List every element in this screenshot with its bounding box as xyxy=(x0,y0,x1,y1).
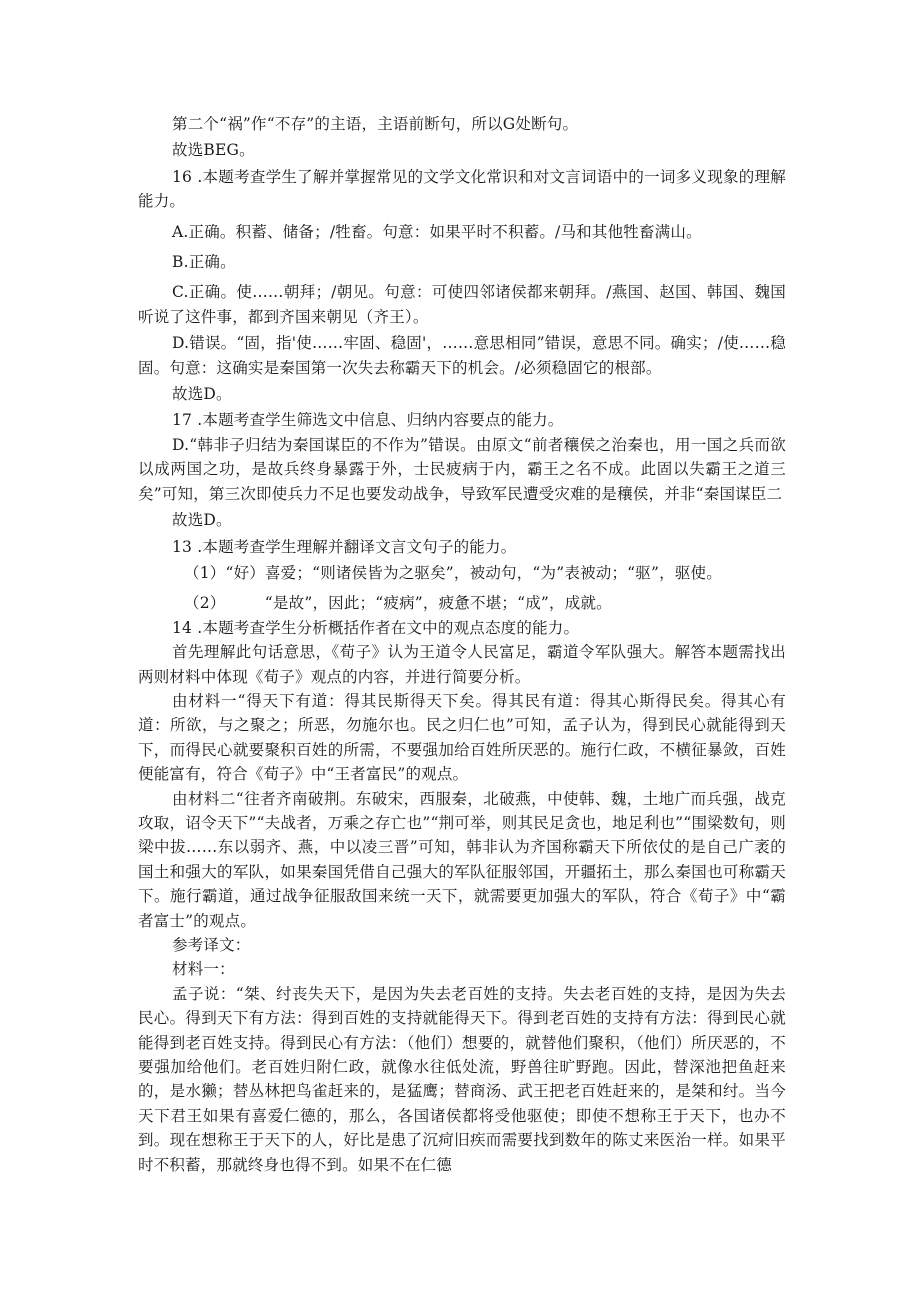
paragraph-g-break: 第二个“祸”作“不存”的主语，主语前断句，所以G处断句。 xyxy=(172,115,579,133)
question-17-analysis: D.“韩非子归结为秦国谋臣的不作为”错误。由原文“前者穰侯之治秦也，用一国之兵而欲以成两国之功，是故兵终身暴露于外，士民疲病于内，霸王之名不成。此固以失霸王之道三矣”可知，第三次即使兵力不足也要发动战争，导致军民遭受灾难的是穰侯，并非“秦国谋臣二 xyxy=(138,435,786,503)
option-d: D.错误。“固，指'使……牢固、稳固'，……意思相同”错误，意思不同。确实；/使……稳固。句意：这确实是秦国第一次失去称霸天下的机会。/必须稳固它的根部。 xyxy=(138,334,786,377)
question-17-heading: 17 .本题考查学生筛选文中信息、归纳内容要点的能力。 xyxy=(172,411,564,430)
option-a: A.正确。积蓄、储备；/牲畜。句意：如果平时不积蓄。/马和其他牲畜满山。 xyxy=(172,222,702,241)
document-body xyxy=(138,112,786,1177)
answer-beg: 故选BEG。 xyxy=(172,141,255,160)
material-1-analysis: 由材料一“得天下有道：得其民斯得天下矣。得其民有道：得其心斯得民矣。得其心有道：所欲，与之聚之；所恶，勿施尔也。民之归仁也”可知，孟子认为，得到民心就能得到天下，而得民心就要聚积百姓的所需，不要强加给百姓所厌恶的。施行仁政，不横征暴敛，百姓便能富有，符合《荀子》中“王者富民”的观点。 xyxy=(138,691,786,784)
answer-d-17: 故选D。 xyxy=(172,511,232,530)
material-2-analysis: 由材料二“往者齐南破荆。东破宋，西服秦，北破燕，中使韩、魏，土地广而兵强，战克攻取，诏令天下”“夫战者，万乘之存亡也”“荆可举，则其民足贪也，地足利也”“围梁数旬，则梁中拔……东以弱齐、燕，中以凌三晋”可知，韩非认为齐国称霸天下所依仗的是自己广袤的国土和强大的军队，如果秦国凭借自己强大的军队征服邻国，开疆拓土，那么秦国也可称霸天下。施行霸道，通过战争征服敌国来统一天下，就需要更加强大的军队，符合《荀子》中“霸者富士”的观点。 xyxy=(138,789,786,930)
question-14-intro: 首先理解此句话意思，《荀子》认为王道令人民富足，霸道令军队强大。解答本题需找出两则材料中体现《荀子》观点的内容，并进行简要分析。 xyxy=(138,643,786,686)
option-b: B.正确。 xyxy=(172,253,236,272)
material-1-translation: 孟子说：“桀、纣丧失天下，是因为失去老百姓的支持。失去老百姓的支持，是因为失去民心。得到天下有方法：得到百姓的支持就能得天下。得到老百姓的支持有方法：得到民心就能得到老百姓支持。得到民心有方法：（他们）想要的，就替他们聚积，（他们）所厌恶的，不要强加给他们。老百姓归附仁政，就像水往低处流，野兽往旷野跑。因此，替深池把鱼赶来的，是水獭；替丛林把鸟雀赶来的，是猛鹰；替商汤、武王把老百姓赶来的，是桀和纣。当今天下君王如果有喜爱仁德的，那么，各国诸侯都将受他驱使；即使不想称王于天下，也办不到。现在想称王于天下的人，好比是患了沉疴旧疾而需要找到数年的陈丈来医治一样。如果平时不积蓄，那就终身也得不到。如果不在仁德 xyxy=(138,984,786,1174)
question-14-heading: 14 .本题考查学生分析概括作者在文中的观点态度的能力。 xyxy=(172,618,580,637)
reference-translation-heading: 参考译文： xyxy=(172,936,251,954)
question-13-part-2: （2） “是故”，因此；“疲病”，疲惫不堪；“成”，成就。 xyxy=(184,594,612,613)
answer-d-16: 故选D。 xyxy=(172,385,232,404)
question-13-heading: 13 .本题考查学生理解并翻译文言文句子的能力。 xyxy=(172,537,517,556)
option-c: C.正确。使……朝拜；/朝见。句意：可使四邻诸侯都来朝拜。/燕国、赵国、韩国、魏国听说了这件事，都到齐国来朝见（齐王）。 xyxy=(138,283,786,326)
question-16-heading: 16 .本题考查学生了解并掌握常见的文学文化常识和对文言词语中的一词多义现象的理解能力。 xyxy=(138,167,786,211)
question-13-part-1: （1）“好）喜爱；“则诸侯皆为之驱矣”，被动句，“为”表被动；“驱”，驱使。 xyxy=(184,563,722,582)
material-1-label: 材料一： xyxy=(172,960,235,979)
